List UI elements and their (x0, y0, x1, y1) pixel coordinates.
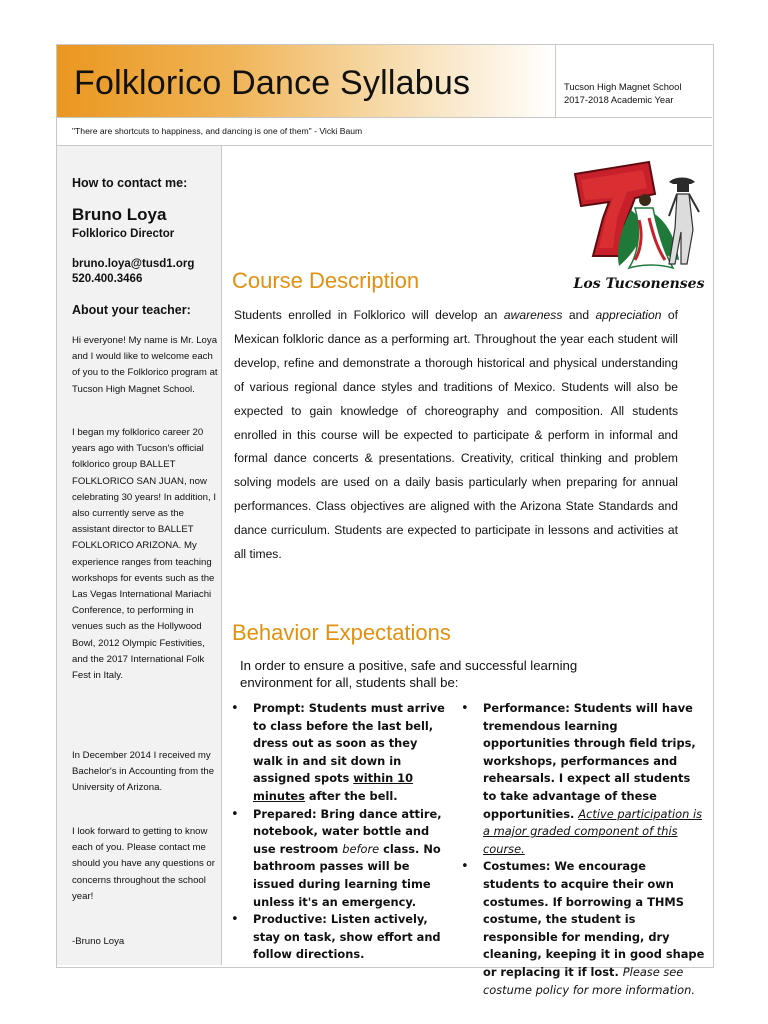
contact-heading: How to contact me: (72, 176, 188, 190)
email-link[interactable]: bruno.loya@tusd1.org (72, 258, 195, 270)
about-paragraph: In December 2014 I received my Bachelor's in Accounting from the University of Arizona. (72, 750, 215, 794)
list-item: • Prepared: Bring dance attire, notebook, water bottle and use restroom before class. No bathroom passes will be issued during learning time unless it's an emergency. (231, 806, 451, 912)
teacher-name: Bruno Loya (72, 205, 167, 224)
academic-year: 2017-2018 Academic Year (564, 94, 674, 105)
list-item: • Productive: Listen actively, stay on task, show effort and follow directions. (231, 911, 451, 964)
quote: "There are shortcuts to happiness, and dancing is one of them" - Vicki Baum (72, 126, 363, 136)
list-item: • Performance: Students will have tremendous learning opportunities through field trips, workshops, performances and rehearsals. I expect all students to take advantage of these opportunities. Active participation is a major graded component of this course. (461, 700, 705, 858)
course-description-heading: Course Description (232, 268, 420, 293)
about-heading: About your teacher: (72, 303, 191, 317)
contact-info (72, 257, 194, 287)
los-tucsonenses-logo (565, 160, 713, 294)
school-name: Tucson High Magnet School (564, 81, 682, 92)
teacher-role: Folklorico Director (72, 228, 175, 240)
expectations-left-column (231, 700, 451, 964)
course-description-text: Students enrolled in Folklorico will develop an awareness and appreciation of Mexican folkloric dance as a performing art. Throughout the year each student will develop, refine and demonstrate a thorough historical and physical understanding of various regional dance styles and traditions of Mexico. Students will also be expected to gain knowledge of choreography and composition. All students enrolled in this course will be expected to participate & perform in informal and formal dance concerts & presentations. Creativity, critical thinking and problem solving models are used on a daily basis particularly when preparing for annual performances. Class objectives are aligned with the Arizona State Standards and dance curriculum. Students are expected to participate in lessons and activities at all times. (234, 308, 678, 562)
list-item: • Costumes: We encourage students to acquire their own costumes. If borrowing a THMS costume, the student is responsible for mending, dry cleaning, keeping it in good shape or replacing it if lost. Please see costume policy for more information. (461, 858, 705, 999)
header-divider (555, 45, 556, 117)
about-paragraph: Hi everyone! My name is Mr. Loya and I would like to welcome each of you to the Folklorico program at Tucson High Magnet School. (72, 335, 218, 395)
signature: -Bruno Loya (72, 936, 125, 947)
phone-number: 520.400.3466 (72, 273, 143, 285)
list-item: • Prompt: Students must arrive to class before the last bell, dress out as soon as they walk in and sit down in assigned spots within 10 minutes after the bell. (231, 700, 451, 806)
expectations-right-column (461, 700, 705, 999)
behavior-intro: In order to ensure a positive, safe and successful learning environment for all, students shall be: (240, 658, 578, 690)
about-paragraph: I look forward to getting to know each of you. Please contact me should you have any questions or concerns throughout the school year! (72, 826, 215, 902)
behavior-expectations-heading: Behavior Expectations (232, 620, 451, 645)
about-paragraph: I began my folklorico career 20 years ago with Tucson's official folklorico group BALLET FOLKLORICO SAN JUAN, now celebrating 30 years! In addition, I also currently serve as the assistant director to BALLET FOLKLORICO ARIZONA. My experience ranges from teaching workshops for events such as the Las Vegas International Mariachi Conference, to performing in venues such as the Hollywood Bowl, 2012 Olympic Festivities, and the 2017 International Folk Fest in Italy. (72, 427, 216, 682)
school-info (564, 80, 681, 106)
logo-text: Los Tucsonenses (573, 276, 705, 292)
page-title: Folklorico Dance Syllabus (74, 64, 471, 102)
divider (57, 117, 712, 118)
